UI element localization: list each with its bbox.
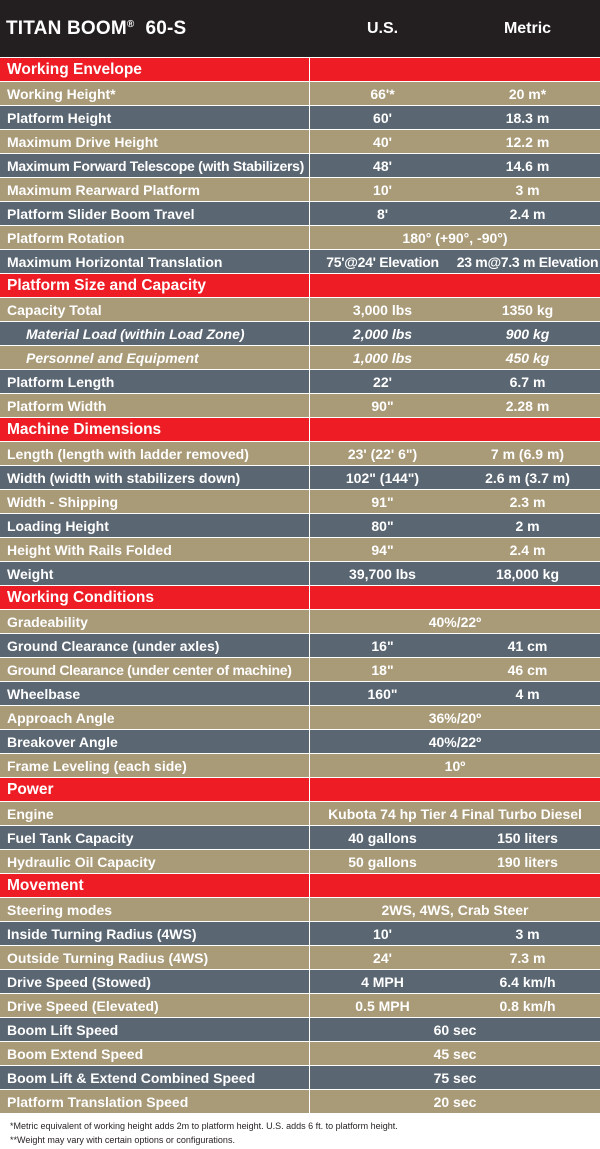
spec-row [0,1066,600,1090]
spec-value-us: 48' [373,157,392,174]
spec-label: Height With Rails Folded [0,538,310,561]
section-title: Working Conditions [0,586,310,609]
footnote-weight: **Weight may vary with certain options or configurations. [10,1135,235,1145]
product-name: TITAN BOOM [6,17,127,39]
spec-row [0,442,600,466]
spec-label: Platform Rotation [0,226,310,249]
spec-value-metric: 3 m [515,925,540,942]
footnote-working-height: *Metric equivalent of working height adds 2m to platform height. U.S. adds 6 ft. to platform height. [10,1121,398,1131]
spec-row [0,610,600,634]
spec-row [0,922,600,946]
spec-value: 20 sec [433,1093,477,1110]
spec-value-metric: 2 m [515,517,540,534]
spec-value-us: 24' [373,949,392,966]
spec-label: Ground Clearance (under axles) [0,634,310,657]
spec-value: 60 sec [433,1021,477,1038]
spec-row [0,1018,600,1042]
spec-label: Approach Angle [0,706,310,729]
spec-label: Hydraulic Oil Capacity [0,850,310,873]
spec-value-us: 8' [376,205,389,222]
spec-value-metric: 7 m (6.9 m) [490,445,565,462]
spec-row [0,634,600,658]
spec-value-metric: 46 cm [507,661,548,678]
spec-row [0,706,600,730]
spec-label: Engine [0,802,310,825]
spec-value-metric: 3 m [515,181,540,198]
spec-value-us: 75'@24' Elevation [326,253,439,270]
spec-value-us: 80" [371,517,394,534]
spec-value-metric: 2.4 m [509,205,546,222]
spec-label: Maximum Rearward Platform [0,178,310,201]
section-header [0,58,600,82]
spec-value-us: 40 gallons [348,829,417,846]
spec-row [0,178,600,202]
spec-value-us: 91" [371,493,394,510]
spec-value-us: 10' [373,925,392,942]
spec-value-metric: 6.4 km/h [499,973,556,990]
spec-value-us: 0.5 MPH [355,997,410,1014]
spec-value-us: 23' (22' 6") [347,445,418,462]
spec-value: 36%/20º [428,709,482,726]
spec-label: Length (length with ladder removed) [0,442,310,465]
spec-value: 40%/22º [428,733,482,750]
spec-label: Steering modes [0,898,310,921]
spec-value-us: 160" [367,685,398,702]
spec-value-us: 50 gallons [348,853,417,870]
column-header-us: U.S. [366,19,399,37]
spec-row [0,226,600,250]
spec-value-metric: 41 cm [507,637,548,654]
spec-value-us: 94" [371,541,394,558]
spec-row [0,946,600,970]
spec-row [0,202,600,226]
spec-value: Kubota 74 hp Tier 4 Final Turbo Diesel [328,805,582,822]
spec-value-us: 2,000 lbs [352,325,413,342]
spec-value: 40%/22º [428,613,482,630]
spec-value-metric: 450 kg [505,349,550,366]
spec-label: Gradeability [0,610,310,633]
spec-label: Platform Slider Boom Travel [0,202,310,225]
spec-row [0,514,600,538]
spec-row [0,466,600,490]
spec-value: 45 sec [433,1045,477,1062]
spec-row [0,394,600,418]
spec-row [0,1042,600,1066]
spec-row [0,994,600,1018]
column-header-metric: Metric [503,19,552,37]
spec-label: Platform Width [0,394,310,417]
spec-label: Capacity Total [0,298,310,321]
spec-value-metric: 190 liters [497,853,558,870]
spec-label: Maximum Drive Height [0,130,310,153]
spec-value-us: 90" [371,397,394,414]
spec-value-metric: 2.6 m (3.7 m) [485,469,570,486]
spec-label: Material Load (within Load Zone) [0,322,310,345]
spec-value: 10º [444,757,466,774]
spec-value-metric: 2.4 m [509,541,546,558]
spec-label: Maximum Horizontal Translation [0,250,310,273]
section-title: Movement [0,874,310,897]
section-header [0,274,600,298]
spec-label: Platform Translation Speed [0,1090,310,1113]
spec-value-metric: 14.6 m [505,157,550,174]
spec-value-us: 40' [373,133,392,150]
spec-value-us: 18" [371,661,394,678]
spec-row [0,898,600,922]
spec-value-metric: 900 kg [505,325,550,342]
spec-row [0,538,600,562]
spec-row [0,826,600,850]
spec-label: Width - Shipping [0,490,310,513]
spec-label: Platform Length [0,370,310,393]
section-title: Machine Dimensions [0,418,310,441]
spec-label: Personnel and Equipment [0,346,310,369]
spec-row [0,346,600,370]
section-header [0,586,600,610]
spec-value: 75 sec [433,1069,477,1086]
spec-value-metric: 6.7 m [509,373,546,390]
spec-row [0,370,600,394]
spec-label: Loading Height [0,514,310,537]
spec-value-us: 60' [373,109,392,126]
spec-value-us: 102" (144") [345,469,420,486]
spec-label: Boom Extend Speed [0,1042,310,1065]
spec-label: Fuel Tank Capacity [0,826,310,849]
spec-value-us: 66'* [370,85,395,102]
spec-label: Boom Lift Speed [0,1018,310,1041]
spec-label: Working Height* [0,82,310,105]
spec-row [0,754,600,778]
spec-value-metric: 20 m* [508,85,547,102]
spec-row [0,658,600,682]
spec-row [0,1090,600,1114]
spec-label: Frame Leveling (each side) [0,754,310,777]
spec-label: Ground Clearance (under center of machine) [0,658,310,681]
spec-value-us: 3,000 lbs [352,301,413,318]
product-model: 60-S [145,17,187,39]
spec-label: Platform Height [0,106,310,129]
spec-row [0,682,600,706]
spec-row [0,298,600,322]
spec-value-us: 1,000 lbs [352,349,413,366]
spec-value-metric: 150 liters [497,829,558,846]
spec-row [0,802,600,826]
spec-label: Breakover Angle [0,730,310,753]
spec-row [0,850,600,874]
spec-label: Boom Lift & Extend Combined Speed [0,1066,310,1089]
spec-value-metric: 18,000 kg [495,565,560,582]
spec-row [0,154,600,178]
spec-row [0,250,600,274]
spec-row [0,970,600,994]
spec-value-metric: 18.3 m [505,109,550,126]
spec-row [0,490,600,514]
spec-row [0,82,600,106]
section-title: Platform Size and Capacity [0,274,310,297]
spec-value-us: 22' [373,373,392,390]
table-header [0,0,600,58]
section-header [0,418,600,442]
spec-value-us: 39,700 lbs [349,565,416,582]
registered-mark: ® [126,18,135,30]
spec-label: Wheelbase [0,682,310,705]
spec-value-metric: 2.3 m [509,493,546,510]
spec-label: Drive Speed (Stowed) [0,970,310,993]
spec-value-us: 16" [371,637,394,654]
spec-value-metric: 7.3 m [509,949,546,966]
section-header [0,778,600,802]
spec-value-metric: 12.2 m [505,133,550,150]
spec-value-metric: 4 m [515,685,540,702]
spec-row [0,322,600,346]
spec-value-metric: 0.8 km/h [499,997,556,1014]
spec-value: 2WS, 4WS, Crab Steer [381,901,529,918]
spec-value-metric: 2.28 m [505,397,550,414]
spec-value-metric: 1350 kg [501,301,554,318]
section-title: Power [0,778,310,801]
footnotes [0,1114,600,1147]
spec-label: Drive Speed (Elevated) [0,994,310,1017]
spec-value: 180° (+90°, -90°) [402,229,508,246]
section-header [0,874,600,898]
spec-row [0,730,600,754]
spec-row [0,106,600,130]
spec-label: Maximum Forward Telescope (with Stabilizers) [0,154,310,177]
spec-value-us: 4 MPH [361,973,404,990]
spec-label: Outside Turning Radius (4WS) [0,946,310,969]
spec-row [0,130,600,154]
spec-value-us: 10' [373,181,392,198]
spec-row [0,562,600,586]
spec-label: Width (width with stabilizers down) [0,466,310,489]
spec-label: Weight [0,562,310,585]
spec-label: Inside Turning Radius (4WS) [0,922,310,945]
product-title [0,18,310,40]
spec-value-metric: 23 m@7.3 m Elevation [456,253,599,270]
section-title: Working Envelope [0,58,310,81]
spec-table-body [0,58,600,1114]
